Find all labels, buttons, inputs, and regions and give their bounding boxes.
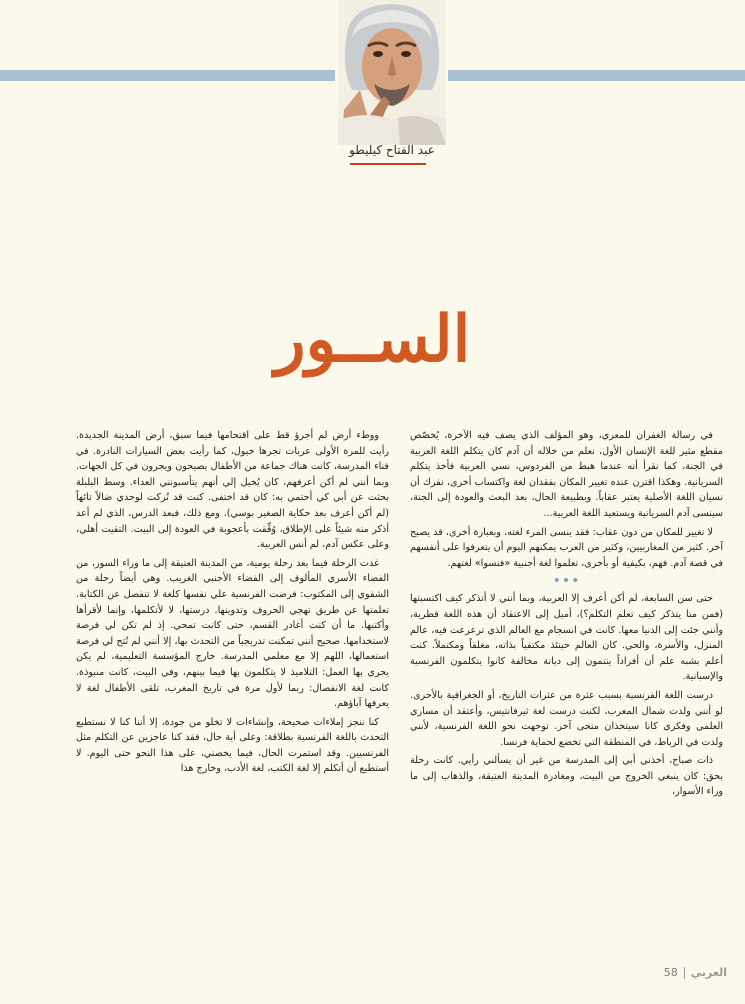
magazine-name: العربي bbox=[690, 966, 727, 979]
page-number: 58 bbox=[663, 966, 678, 979]
paragraph: ذات صباح، أخذني أبي إلى المدرسة من غير أن يسألني رأيي. كانت رحلة بحق: كان ينبغي الخروج من البيت، ومغادرة المدينة العتيقة، والذهاب إلى ما وراء الأسوار، bbox=[410, 755, 723, 798]
header-band-left bbox=[0, 70, 335, 81]
section-separator: ••• bbox=[552, 573, 581, 590]
article-column-left bbox=[76, 428, 389, 780]
article-column-right bbox=[410, 428, 723, 803]
paragraph: حتى سن السابعة، لم أكن أعرف إلا العربية، وبما أنني لا أتذكر كيف اكتسبتها (فمن منا يتذكر كيف تعلم التكلم؟)، أميل إلى الاعتقاد أن هذه اللغة فطرية، وأنني جئت إلى الدنيا معها. كانت في انسجام مع العالم الذي ترعرعت فيه، عالم المنزل، والأسرة، والحي. كان العالم حينئذ مكتفياً بذاته، مغلقاً ومكتملاً. كنت أعلم بشبه علم أن أفراداً ينتمون إلى ديانة مخالفة كانوا يتكلمون الفرنسية والإسبانية. bbox=[410, 593, 723, 683]
paragraph: لا تغيير للمكان من دون عقاب: فقد ينسى المرء لغته، وبعبارة أخرى، قد يصبح آخر. كثير من المغاربيين، وكثير من العرب يمكنهم اليوم أن يتعرفوا على أنفسهم في قصة آدم. فهم، بكيفية أو بأخرى، تعلموا لغة أجنبية «فنسوا» لغتهم. bbox=[410, 526, 723, 569]
author-underline bbox=[350, 163, 426, 165]
author-name: عبد الفتاح كيليطو bbox=[349, 143, 435, 157]
paragraph: كنا ننجز إملاءات صحيحة، وإنشاءات لا تخلو من جودة، إلا أننا كنا لا نستطيع التحدث باللغة الفرنسية بطلاقة: وعلى أية حال، فقد كنا عاجزين عن التكلم مثل الفرنسيين. وقد استمرت الحال، فيما يخصني، على هذا النحو حتى اليوم. لا أستطيع أن أتكلم إلا لغة الكتب، لغة الأدب، وخارج هذا bbox=[76, 716, 389, 775]
article-title: الســور bbox=[274, 302, 471, 377]
paragraph: ووطء أرض لم أجرؤ قط على اقتحامها فيما سبق، أرض المدينة الجديدة. رأيت للمرة الأولى عربات تجرها خيول، كما رأيت بعض السيارات النادرة. في فناء المدرسة، كانت هناك جماعة من الأطفال يصيحون ويجرون في كل الجهات. وبما أنني لم أكن أعرفهم، كان يُخيل إلي أنهم يتأسبونني العداء. وسط البلبلة بحثت عن أبي كي أحتمي به: كان قد اختفى. كنت قد تُركت لوحدي ضالاً تائهاً (لم أكن أعرف بعد حكاية الصغير بوسي). ومع ذلك، فبعد الدرس، الذي لم أعد أذكر منه شيئاً على الإطلاق، وُفِّقت بأعجوبة في العودة إلى البيت. التقيت أهلي، وعلى عكس آدم، لم أنس العربية. bbox=[76, 430, 389, 551]
author-portrait bbox=[338, 0, 446, 145]
footer-divider bbox=[684, 967, 685, 979]
paragraph: درست اللغة الفرنسية بسبب عثرة من عثرات التاريخ، أو الجغرافية بالأحرى. لو أنني ولدت شمال المغرب، لكنت درست لغة ثيرفانتيس، وأعتقد أن مساري العلمي وفكري كانا سيتخذان منحى آخر. توجهت نحو اللغة الفرنسية، لأنني ولدت في الرباط، في المنطقة التي تخضع لحماية فرنسا. bbox=[410, 689, 723, 748]
header-band-right bbox=[448, 70, 745, 81]
page-footer bbox=[664, 966, 727, 979]
paragraph: في رسالة الغفران للمعري، وهو المؤلف الذي يصف فيه الآخرة، يُخصّص مقطع مثير للغة الإنسان الأول، نعلم من خلاله أن آدم كان يتكلم اللغة العربية في الجنة، كما نقرأ أنه عندما هبط من الفردوس، نسي العربية فأخذ يتكلم السريانية. وهكذا اقترن عنده تغيير المكان بفقدان لغة واكتساب أخرى، نفرك أن نسيان اللغة الأصلية يعتبر عقاباً. وبطبيعة الحال، بعد البعث والعودة إلى الجنة، سينسى آدم السريانية ويستعيد اللغة العربية... bbox=[410, 430, 723, 519]
paragraph: غدت الرحلة فيما بعد رحلة يومية، من المدينة العتيقة إلى ما وراء السور، من الفضاء الأسري المألوف إلى الفضاء الأجنبي الغريب. وهي أيضاً رحلة من الشفوي إلى المكتوب: فرضت الفرنسية علي نفسها كلغة لا تنفصل عن الكتابة. تعلمتها عن طريق تهجي الحروف وتدوينها. درستها، لا لأتكلمها، وإنما لأقرأها وأكتبها. ما أن كنت أغادر القسم، حتى كانت تمحي. إذ لم تكن لي فرصة لاستخدامها. صحيح أنني تمكنت تدريجياً من التحدث بها، إلا أنني لم تُتح لي فرصة استعمالها، اللهم إلا مع معلمي المدرسة. خارج المؤسسة التعليمية، لم يكن يجري بها العمل: التلاميذ لا يتكلمون بها فيما بينهم، وفي البيت، كانت منبوذة. كانت لغة الانفصال: ربما لأول مرة في تاريخ المغرب، تلقى الأطفال لغة لا يعرفها آباؤهم. bbox=[76, 557, 389, 710]
